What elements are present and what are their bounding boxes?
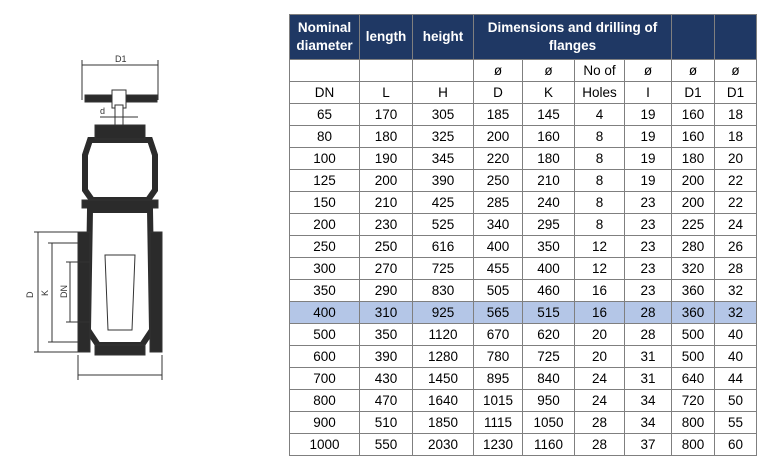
symbol-cell: Holes	[575, 82, 625, 104]
table-cell: 18	[715, 126, 757, 148]
table-cell: 16	[575, 302, 625, 324]
table-cell: 390	[360, 346, 413, 368]
table-cell: 20	[575, 346, 625, 368]
table-cell: 525	[413, 214, 474, 236]
table-cell: 180	[672, 148, 715, 170]
table-cell: 510	[360, 412, 413, 434]
header-height: height	[413, 15, 474, 60]
table-cell: 350	[290, 280, 360, 302]
table-cell: 31	[625, 346, 672, 368]
table-row	[290, 346, 757, 368]
table-cell: 200	[672, 192, 715, 214]
dimensions-table	[289, 14, 757, 456]
table-cell: 400	[474, 236, 523, 258]
table-cell: 8	[575, 170, 625, 192]
table-cell: 170	[360, 104, 413, 126]
table-cell: 200	[474, 126, 523, 148]
table-cell: 250	[474, 170, 523, 192]
header-blank-2	[715, 15, 757, 60]
table-cell: 350	[360, 324, 413, 346]
table-cell: 840	[523, 368, 575, 390]
table-cell: 780	[474, 346, 523, 368]
table-cell: 1850	[413, 412, 474, 434]
table-cell: 430	[360, 368, 413, 390]
table-cell: 23	[625, 236, 672, 258]
table-cell: 800	[672, 412, 715, 434]
table-cell: 1280	[413, 346, 474, 368]
table-cell: 50	[715, 390, 757, 412]
table-cell: 220	[474, 148, 523, 170]
table-cell: 31	[625, 368, 672, 390]
table-cell: 23	[625, 214, 672, 236]
table-cell: 24	[575, 390, 625, 412]
table-cell: 22	[715, 170, 757, 192]
symbol-cell: K	[523, 82, 575, 104]
table-cell: 125	[290, 170, 360, 192]
table-cell: 800	[290, 390, 360, 412]
table-cell: 210	[360, 192, 413, 214]
table-cell: 1160	[523, 434, 575, 456]
table-cell: 32	[715, 302, 757, 324]
table-cell: 55	[715, 412, 757, 434]
table-cell: 44	[715, 368, 757, 390]
symbol-row	[290, 82, 757, 104]
table-row	[290, 214, 757, 236]
table-cell: 460	[523, 280, 575, 302]
table-row	[290, 192, 757, 214]
table-cell: 950	[523, 390, 575, 412]
header-blank-1	[672, 15, 715, 60]
table-cell: 305	[413, 104, 474, 126]
table-cell: 160	[672, 104, 715, 126]
table-cell: 515	[523, 302, 575, 324]
table-cell: 2030	[413, 434, 474, 456]
header-length: length	[360, 15, 413, 60]
table-cell: 500	[290, 324, 360, 346]
table-cell: 37	[625, 434, 672, 456]
K-label: K	[40, 289, 50, 296]
D-label: D	[25, 291, 35, 298]
table-cell: 310	[360, 302, 413, 324]
table-cell: 150	[290, 192, 360, 214]
symbol-cell: H	[413, 82, 474, 104]
table-cell: 345	[413, 148, 474, 170]
symbol-cell: DN	[290, 82, 360, 104]
table-cell: 160	[523, 126, 575, 148]
table-cell: 360	[672, 280, 715, 302]
table-cell: 550	[360, 434, 413, 456]
table-row	[290, 148, 757, 170]
table-cell: 20	[575, 324, 625, 346]
table-cell: 640	[672, 368, 715, 390]
table-cell: 18	[715, 104, 757, 126]
table-cell: 20	[715, 148, 757, 170]
table-cell: 200	[672, 170, 715, 192]
table-cell: 24	[715, 214, 757, 236]
table-cell: 40	[715, 346, 757, 368]
table-cell: 40	[715, 324, 757, 346]
header-flanges: Dimensions and drilling of flanges	[474, 15, 672, 60]
table-cell: 180	[360, 126, 413, 148]
bonnet	[85, 140, 155, 200]
table-cell: 32	[715, 280, 757, 302]
subheader-cell: No of	[575, 60, 625, 82]
table-cell: 285	[474, 192, 523, 214]
symbol-cell: D	[474, 82, 523, 104]
table-cell: 325	[413, 126, 474, 148]
table-cell: 200	[290, 214, 360, 236]
table-cell: 455	[474, 258, 523, 280]
table-cell: 725	[523, 346, 575, 368]
table-cell: 60	[715, 434, 757, 456]
header-nominal-diameter: Nominal diameter	[290, 15, 360, 60]
symbol-cell: D1	[715, 82, 757, 104]
subheader-cell	[413, 60, 474, 82]
subheader-cell: ø	[474, 60, 523, 82]
DN-label: DN	[59, 285, 69, 298]
table-cell: 400	[523, 258, 575, 280]
table-cell: 34	[625, 412, 672, 434]
table-row	[290, 170, 757, 192]
table-cell: 700	[290, 368, 360, 390]
table-cell: 1115	[474, 412, 523, 434]
table-cell: 28	[715, 258, 757, 280]
table-row	[290, 126, 757, 148]
table-cell: 340	[474, 214, 523, 236]
table-cell: 8	[575, 192, 625, 214]
table-cell: 22	[715, 192, 757, 214]
table-cell: 1120	[413, 324, 474, 346]
table-row	[290, 104, 757, 126]
subheader-cell: ø	[672, 60, 715, 82]
table-cell: 250	[360, 236, 413, 258]
table-cell: 800	[672, 434, 715, 456]
table-cell: 26	[715, 236, 757, 258]
table-row	[290, 434, 757, 456]
left-flange	[78, 232, 90, 352]
table-cell: 8	[575, 126, 625, 148]
table-cell: 470	[360, 390, 413, 412]
table-cell: 19	[625, 104, 672, 126]
table-cell: 1230	[474, 434, 523, 456]
table-cell: 830	[413, 280, 474, 302]
table-cell: 505	[474, 280, 523, 302]
table-cell: 290	[360, 280, 413, 302]
table-cell: 200	[360, 170, 413, 192]
symbol-cell: L	[360, 82, 413, 104]
table-cell: 1015	[474, 390, 523, 412]
table-cell: 725	[413, 258, 474, 280]
right-flange	[150, 232, 162, 352]
table-cell: 350	[523, 236, 575, 258]
table-cell: 925	[413, 302, 474, 324]
subheader-cell	[360, 60, 413, 82]
table-row	[290, 368, 757, 390]
table-cell: 28	[575, 412, 625, 434]
table-cell: 895	[474, 368, 523, 390]
table-cell: 230	[360, 214, 413, 236]
d-label: d	[100, 106, 106, 116]
table-cell: 210	[523, 170, 575, 192]
subheader-cell: ø	[625, 60, 672, 82]
table-cell: 180	[523, 148, 575, 170]
gate-valve-drawing	[0, 0, 200, 473]
table-cell: 670	[474, 324, 523, 346]
table-cell: 225	[672, 214, 715, 236]
table-cell: 12	[575, 258, 625, 280]
table-cell: 270	[360, 258, 413, 280]
table-cell: 160	[672, 126, 715, 148]
table-cell: 28	[625, 324, 672, 346]
subheader-cell	[290, 60, 360, 82]
table-cell: 300	[290, 258, 360, 280]
table-cell: 185	[474, 104, 523, 126]
table-cell: 19	[625, 126, 672, 148]
table-cell: 400	[290, 302, 360, 324]
table-row	[290, 236, 757, 258]
table-cell: 616	[413, 236, 474, 258]
table-cell: 295	[523, 214, 575, 236]
table-cell: 500	[672, 324, 715, 346]
subheader-row	[290, 60, 757, 82]
table-cell: 4	[575, 104, 625, 126]
subheader-cell: ø	[523, 60, 575, 82]
header-row	[290, 15, 757, 60]
subheader-cell: ø	[715, 60, 757, 82]
table-row	[290, 412, 757, 434]
table-cell: 16	[575, 280, 625, 302]
table-cell: 28	[575, 434, 625, 456]
table-cell: 190	[360, 148, 413, 170]
symbol-cell: I	[625, 82, 672, 104]
table-cell: 1640	[413, 390, 474, 412]
table-cell: 12	[575, 236, 625, 258]
gate-wedge	[105, 255, 135, 330]
table-cell: 600	[290, 346, 360, 368]
table-cell: 19	[625, 148, 672, 170]
table-body	[290, 104, 757, 456]
table-row	[290, 390, 757, 412]
table-cell: 23	[625, 280, 672, 302]
table-row	[290, 324, 757, 346]
table-cell: 80	[290, 126, 360, 148]
table-cell: 620	[523, 324, 575, 346]
table-cell: 19	[625, 170, 672, 192]
table-cell: 100	[290, 148, 360, 170]
table-cell: 8	[575, 148, 625, 170]
table-cell: 8	[575, 214, 625, 236]
table-cell: 145	[523, 104, 575, 126]
symbol-cell: D1	[672, 82, 715, 104]
table-cell: 900	[290, 412, 360, 434]
table-row	[290, 258, 757, 280]
table-cell: 500	[672, 346, 715, 368]
table-cell: 390	[413, 170, 474, 192]
table-cell: 280	[672, 236, 715, 258]
table-row	[290, 280, 757, 302]
table-cell: 23	[625, 258, 672, 280]
table-cell: 1450	[413, 368, 474, 390]
table-cell: 1050	[523, 412, 575, 434]
table-row	[290, 302, 757, 324]
table-cell: 1000	[290, 434, 360, 456]
d1-label: D1	[115, 54, 127, 64]
table-cell: 720	[672, 390, 715, 412]
table-cell: 34	[625, 390, 672, 412]
table-cell: 23	[625, 192, 672, 214]
table-cell: 28	[625, 302, 672, 324]
table-cell: 24	[575, 368, 625, 390]
table-cell: 360	[672, 302, 715, 324]
table-cell: 250	[290, 236, 360, 258]
table-cell: 565	[474, 302, 523, 324]
table-cell: 425	[413, 192, 474, 214]
table-cell: 240	[523, 192, 575, 214]
table-cell: 320	[672, 258, 715, 280]
table-cell: 65	[290, 104, 360, 126]
